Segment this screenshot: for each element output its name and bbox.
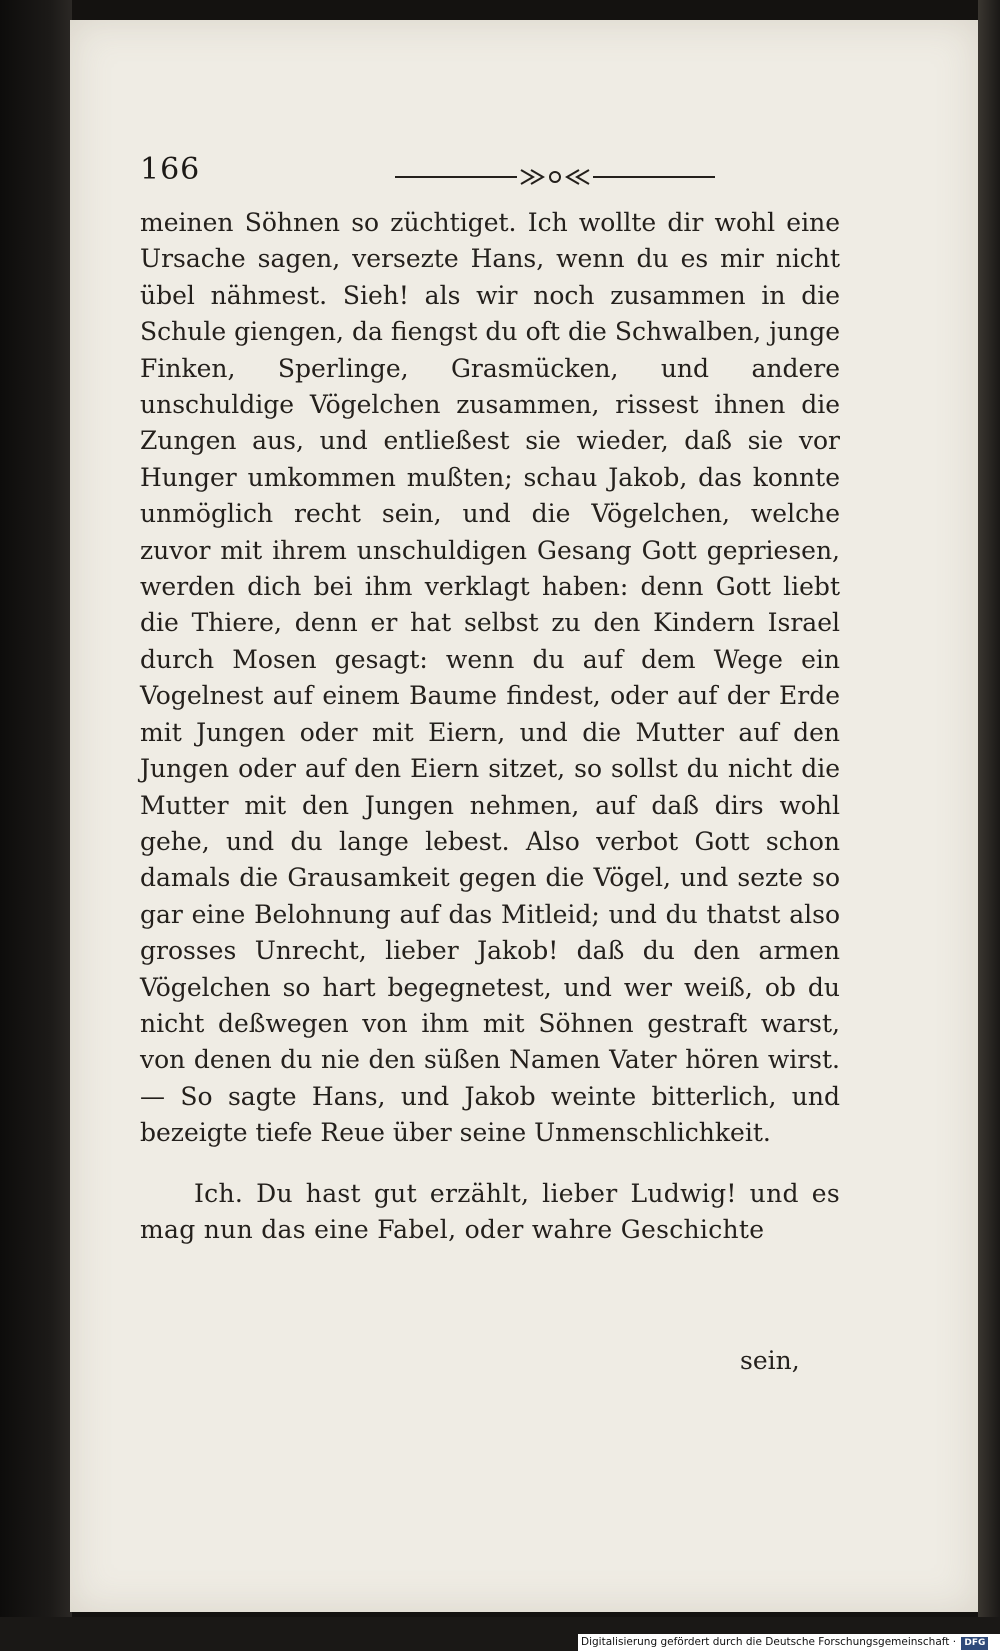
paragraph: Ich. Du hast gut erzählt, lieber Ludwig! und es mag nun das eine Fabel, oder wahre Geschichte (140, 1178, 840, 1244)
page-header (140, 152, 840, 192)
digitization-credit-bar (578, 1634, 1000, 1651)
page-number: 166 (140, 152, 201, 187)
book-binding-left (0, 0, 72, 1651)
header-ornament (395, 166, 715, 186)
catchword: sein, (740, 1346, 800, 1375)
paragraph: meinen Söhnen so züchtiget. Ich wollte dir wohl eine Ursache sagen, versezte Hans, wenn du es mir nicht übel nähmest. Sieh! als wir noch zusammen in die Schule giengen, da fiengst du oft die Schwalben, junge Finken, Sperlinge, Grasmücken, und andere unschuldige Vögelchen zusammen, rissest ihnen die Zungen aus, und entließest sie wieder, daß sie vor Hunger umkommen mußten; schau Jakob, das konnte unmöglich recht sein, und die Vögelchen, welche zuvor mit ihrem unschuldigen Gesang Gott gepriesen, werden dich bei ihm verklagt haben: denn Gott liebt die Thiere, denn er hat selbst zu den Kindern Israel durch Mosen gesagt: wenn du auf dem Wege ein Vogelnest auf einem Baume findest, oder auf der Erde mit Jungen oder mit Eiern, und die Mutter auf den Jungen oder auf den Eiern sitzet, so sollst du nicht die Mutter mit den Jungen nehmen, auf daß dirs wohl gehe, und du lange lebest. Also verbot Gott schon damals die Grausamkeit gegen die Vögel, und sezte so gar eine Belohnung auf das Mitleid; und du thatst also grosses Unrecht, lieber Jakob! daß du den armen Vögelchen so hart begegnetest, und wer weiß, ob du nicht deßwegen von ihm mit Söhnen gestraft warst, von denen du nie den süßen Namen Vater hören wirst. — So sagte Hans, und Jakob weinte bitterlich, und bezeigte tiefe Reue über seine Unmenschlichkeit. (140, 208, 840, 1148)
body-text (140, 205, 840, 1248)
dfg-logo: DFG (961, 1637, 988, 1650)
credit-text: Digitalisierung gefördert durch die Deutsche Forschungsgemeinschaft · (581, 1636, 957, 1648)
book-edge-right (978, 0, 1000, 1651)
